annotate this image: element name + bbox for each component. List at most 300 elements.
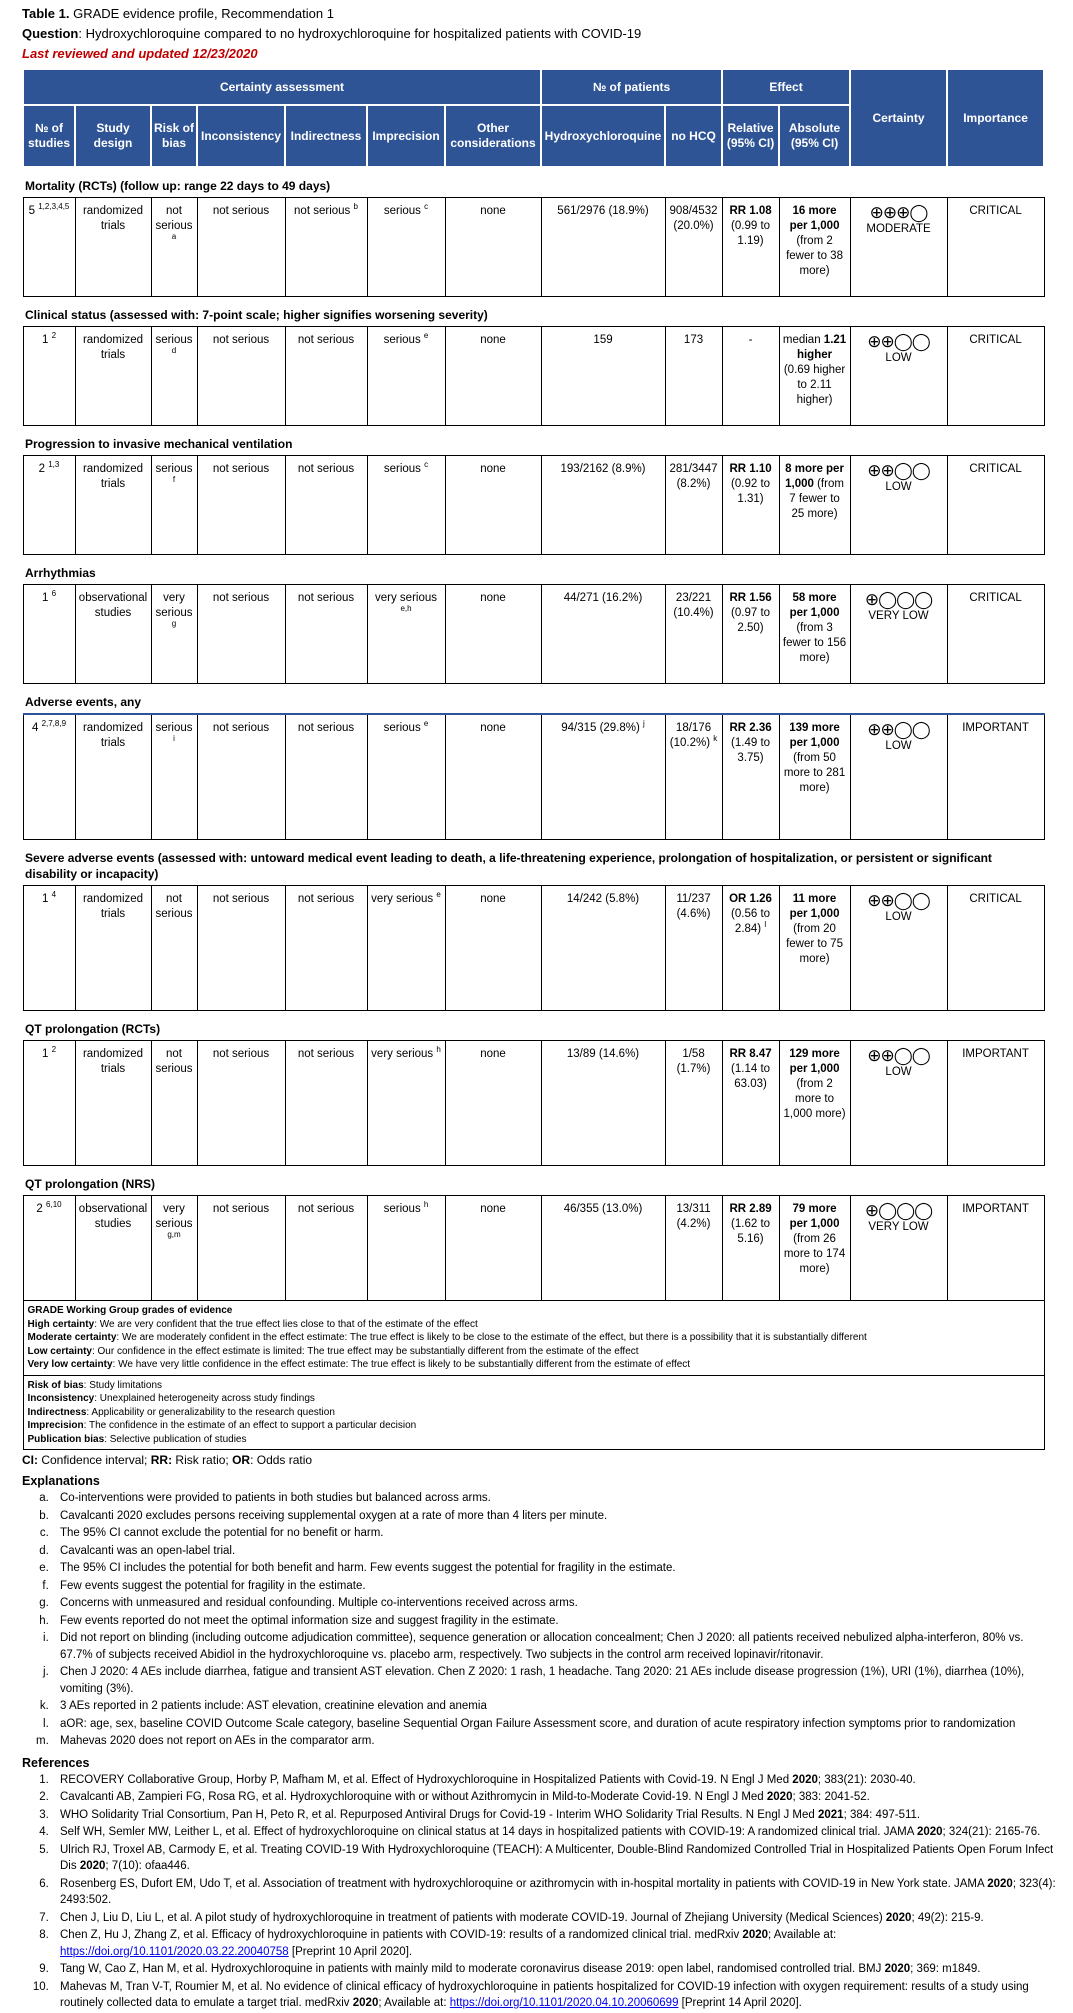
reference-citation: Tang W, Cao Z, Han M, et al. Hydroxychloroquine in patients with mainly mild to moderate coronavirus disease 2019: open label, randomised controlled trial. BMJ [60, 1963, 885, 1975]
studies-count: 1 [41, 893, 49, 905]
studies-cell [23, 198, 75, 297]
studies-count: 4 [31, 722, 39, 734]
legend-text: : Applicability or generalizability to the research question [86, 1406, 335, 1418]
relative-estimate: RR 1.08 [729, 205, 772, 217]
reference-year: 2020 [352, 1997, 379, 2009]
explanation-item: e. The 95% CI includes the potential for both benefit and harm. Few events suggest the potential for fragility in the estimate. [52, 1560, 1059, 1577]
legend-text: : The confidence in the estimate of an effect to support a particular decision [83, 1420, 417, 1431]
header-hydroxychloroquine: Hydroxychloroquine [541, 105, 665, 167]
imprecision-cell [367, 198, 445, 297]
absolute-effect-cell [779, 714, 850, 840]
outcome-title: Adverse events, any [25, 695, 142, 709]
relative-estimate: RR 1.10 [729, 463, 772, 475]
no-hcq-cell [665, 1041, 722, 1166]
indirectness-cell [285, 456, 367, 555]
hcq-cell [541, 1041, 665, 1166]
studies-count: 1 [41, 592, 49, 604]
grade-legend-title: GRADE Working Group grades of evidence [27, 1305, 233, 1316]
legend-term: Imprecision [27, 1420, 84, 1431]
outcome-title: Clinical status (assessed with: 7-point scale; higher signifies worsening severity) [25, 308, 488, 322]
importance-cell: CRITICAL [947, 886, 1044, 1011]
explanation-item: c. The 95% CI cannot exclude the potential for no benefit or harm. [52, 1525, 1059, 1542]
certainty-cell [850, 886, 947, 1011]
inconsistency-cell-value: not serious [212, 463, 270, 475]
legend-text: : Our confidence in the effect estimate is limited: The true effect may be substantially different from the estimate of the effect [91, 1345, 639, 1357]
risk-of-bias-value: serious [155, 334, 193, 346]
domain-legend-item [28, 1406, 1040, 1420]
hcq-cell [541, 714, 665, 840]
reference-details: ; 7(10): ofaa446. [105, 1860, 190, 1872]
reference-citation: Chen Z, Hu J, Zhang Z, et al. Efficacy of hydroxychloroquine in patients with COVID-19: results of a randomized clinical trial. medRxiv [60, 1929, 743, 1941]
legend-text: : Study limitations [83, 1379, 163, 1391]
absolute-ci: (from 7 fewer to 25 more) [789, 478, 844, 520]
legend-body [23, 1301, 1044, 1450]
study-design-cell: observational studies [75, 1196, 151, 1301]
grade-legend-item [28, 1331, 1040, 1345]
studies-cell [23, 886, 75, 1011]
outcome-title-row [23, 1011, 1044, 1041]
reference-markers: 1,2,3,4,5 [38, 202, 70, 212]
indirectness-cell-value: not serious [297, 334, 355, 346]
legend-term: Low certainty [27, 1345, 92, 1357]
hcq-cell [541, 1196, 665, 1301]
legend-text: : Unexplained heterogeneity across study findings [94, 1393, 315, 1404]
reference-markers: 1,3 [48, 460, 60, 470]
header-relative: Relative (95% CI) [722, 105, 779, 167]
certainty-cell [850, 1041, 947, 1166]
risk-of-bias-cell [151, 886, 197, 1011]
outcome-title: Arrhythmias [25, 566, 96, 580]
hcq-cell-value: 46/355 (13.0%) [563, 1203, 643, 1215]
absolute-effect-cell [779, 1196, 850, 1301]
reference-item [52, 1979, 1059, 2012]
reference-citation: Rosenberg ES, Dufort EM, Udo T, et al. Association of treatment with hydroxychloroquine or azithromycin with in-hospital mortality in patients with COVID-19 in New York state. JAMA [60, 1877, 988, 1890]
domain-legend-item [28, 1419, 1040, 1433]
absolute-prefix: median [782, 334, 824, 346]
other-considerations-cell: none [445, 456, 541, 555]
reference-year: 2020 [742, 1929, 769, 1941]
study-design-cell: randomized trials [75, 1041, 151, 1166]
abbrev-text: Risk ratio; [172, 1453, 233, 1467]
other-considerations-cell: none [445, 1196, 541, 1301]
outcome-title-row [23, 167, 1044, 198]
explanations-heading: Explanations [22, 1474, 100, 1488]
absolute-ci: (from 2 fewer to 38 more) [786, 235, 843, 277]
domain-legend-item [28, 1379, 1040, 1393]
reference-year: 2020 [766, 1791, 793, 1803]
certainty-label: VERY LOW [868, 610, 929, 622]
explanation-item: d. Cavalcanti was an open-label trial. [52, 1543, 1059, 1560]
risk-of-bias-value: not serious [155, 1048, 193, 1075]
legend-text: : We are very confident that the true effect lies close to that of the estimate of the effect [94, 1318, 478, 1330]
indirectness-cell-value: not serious [297, 722, 355, 734]
absolute-effect-cell [779, 1041, 850, 1166]
header-indirectness: Indirectness [285, 105, 367, 167]
grade-legend-item [28, 1318, 1040, 1332]
outcome-title-row [23, 426, 1044, 456]
abbrev-term: CI: [22, 1453, 38, 1467]
certainty-label: MODERATE [866, 223, 931, 235]
legend-term: Very low certainty [27, 1359, 113, 1370]
certainty-label: LOW [885, 352, 912, 364]
absolute-ci: (from 20 fewer to 75 more) [786, 923, 843, 965]
abbrev-term: OR [232, 1453, 251, 1467]
inconsistency-cell [197, 585, 285, 684]
other-considerations-cell: none [445, 886, 541, 1011]
table-caption [22, 4, 1059, 24]
relative-effect-cell [722, 886, 779, 1011]
footnote-marker: k [713, 734, 718, 744]
other-considerations-cell: none [445, 1041, 541, 1166]
absolute-effect-cell [779, 886, 850, 1011]
no-hcq-cell [665, 1196, 722, 1301]
studies-count: 2 [38, 463, 46, 475]
footnote-marker: e [423, 331, 429, 341]
header-number-of-patients: № of patients [541, 69, 722, 105]
reference-markers: 2,7,8,9 [41, 719, 67, 729]
reference-year: 2020 [987, 1877, 1013, 1890]
certainty-rating-icon: ⊕⊕◯◯ [867, 720, 930, 739]
other-considerations-cell: none [445, 714, 541, 840]
explanation-item: g. Concerns with unmeasured and residual confounding. Multiple co-interventions received across arms. [52, 1595, 1059, 1612]
last-updated-note: Last reviewed and updated 12/23/2020 [22, 46, 258, 61]
legend-term: High certainty [27, 1318, 95, 1330]
footnote-marker: l [764, 920, 767, 930]
reference-citation: Self WH, Semler MW, Leither L, et al. Effect of hydroxychloroquine on clinical status at 14 days in hospitalized patients with COVID-19: A randomized clinical trial. JAMA [60, 1826, 917, 1838]
no-hcq-cell-value: 281/3447 (8.2%) [669, 463, 718, 490]
no-hcq-cell [665, 886, 722, 1011]
footnote-marker: e,h [400, 604, 412, 614]
risk-of-bias-value: not serious [155, 893, 193, 920]
certainty-rating-icon: ⊕⊕◯◯ [867, 332, 930, 351]
explanation-item: k. 3 AEs reported in 2 patients include: AST elevation, creatinine elevation and anemia [52, 1698, 1059, 1715]
relative-ci: (0.92 to 1.31) [731, 478, 771, 505]
header-study-design: Study design [75, 105, 151, 167]
reference-year: 2020 [884, 1963, 911, 1975]
question-text: : Hydroxychloroquine compared to no hydroxychloroquine for hospitalized patients with COVID-19 [78, 26, 642, 41]
outcome-title-row [23, 840, 1044, 886]
risk-of-bias-value: serious [155, 463, 193, 475]
imprecision-cell-value: serious [383, 722, 421, 734]
indirectness-cell-value: not serious [297, 1203, 355, 1215]
reference-citation: Cavalcanti AB, Zampieri FG, Rosa RG, et al. Hydroxychloroquine with or without Azithromycin in Mild-to-Moderate Covid-19. N Engl J Med [60, 1791, 767, 1803]
no-hcq-cell [665, 327, 722, 426]
imprecision-cell [367, 585, 445, 684]
study-design-cell: randomized trials [75, 886, 151, 1011]
reference-details: ; 384: 497-511. [843, 1808, 921, 1821]
table-row [23, 585, 1044, 684]
footnote-marker: a [171, 232, 177, 242]
outcome-title-row [23, 297, 1044, 327]
studies-cell [23, 1041, 75, 1166]
relative-effect-cell [722, 1041, 779, 1166]
abbrev-text: : Odds ratio [250, 1453, 313, 1467]
domain-legend [23, 1375, 1044, 1450]
hcq-cell [541, 886, 665, 1011]
risk-of-bias-value: serious [155, 722, 193, 734]
imprecision-cell [367, 714, 445, 840]
risk-of-bias-cell [151, 714, 197, 840]
absolute-estimate: 1.21 higher [796, 334, 847, 361]
reference-item [52, 1772, 1059, 1789]
inconsistency-cell [197, 456, 285, 555]
grade-legend-item [28, 1358, 1040, 1372]
relative-ci: - [748, 334, 753, 346]
no-hcq-cell-value: 11/237 (4.6%) [676, 893, 711, 920]
table-row [23, 886, 1044, 1011]
no-hcq-cell-value: 23/221 (10.4%) [673, 592, 714, 619]
indirectness-cell-value: not serious [297, 592, 355, 604]
reference-year: 2020 [916, 1826, 943, 1838]
header-certainty: Certainty [850, 69, 947, 167]
header-other-considerations: Other considerations [445, 105, 541, 167]
references-heading: References [22, 1755, 90, 1770]
indirectness-cell [285, 198, 367, 297]
footnote-marker: i [173, 734, 175, 744]
relative-ci: (1.14 to 63.03) [731, 1063, 771, 1090]
doi-link[interactable]: https://doi.org/10.1101/2020.03.22.20040758 [60, 1945, 289, 1958]
other-considerations-cell: none [445, 585, 541, 684]
explanation-item: h. Few events reported do not meet the optimal information size and suggest fragility in the estimate. [52, 1613, 1059, 1630]
hcq-cell-value: 14/242 (5.8%) [566, 893, 640, 905]
reference-markers: 4 [51, 890, 57, 900]
table-row [23, 327, 1044, 426]
indirectness-cell [285, 327, 367, 426]
importance-cell: CRITICAL [947, 198, 1044, 297]
study-design-cell: randomized trials [75, 714, 151, 840]
footnote-marker: e [423, 719, 429, 729]
footnote-marker: c [424, 202, 429, 212]
reference-citation: RECOVERY Collaborative Group, Horby P, Mafham M, et al. Effect of Hydroxychloroquine in Hospitalized Patients with Covid-19. N Engl J Med [60, 1773, 793, 1786]
absolute-effect-cell [779, 198, 850, 297]
header-studies: № of studies [23, 105, 75, 167]
outcome-title-row [23, 684, 1044, 715]
reference-note: [Preprint 10 April 2020]. [288, 1945, 413, 1958]
relative-effect-cell [722, 585, 779, 684]
explanation-item: f. Few events suggest the potential for fragility in the estimate. [52, 1578, 1059, 1595]
domain-legend-item [28, 1433, 1040, 1447]
table-row [23, 198, 1044, 297]
certainty-label: LOW [885, 481, 912, 493]
legend-text: : We have very little confidence in the effect estimate: The true effect is likely to be substantially different from the estimate of effect [112, 1359, 691, 1370]
domain-legend-item [28, 1392, 1040, 1406]
risk-of-bias-cell [151, 327, 197, 426]
absolute-estimate: 8 more per 1,000 [785, 463, 844, 490]
table-row [23, 1196, 1044, 1301]
header-imprecision: Imprecision [367, 105, 445, 167]
certainty-rating-icon: ⊕⊕◯◯ [867, 1046, 930, 1065]
hcq-cell [541, 585, 665, 684]
risk-of-bias-cell [151, 456, 197, 555]
explanations-list [22, 1490, 1059, 1750]
importance-cell: CRITICAL [947, 585, 1044, 684]
other-considerations-cell: none [445, 198, 541, 297]
reference-year: 2020 [885, 1911, 912, 1924]
risk-of-bias-value: very serious [155, 1203, 193, 1230]
studies-count: 5 [28, 205, 36, 217]
indirectness-cell [285, 1041, 367, 1166]
no-hcq-cell-value: 13/311 (4.2%) [676, 1203, 711, 1230]
references-list [22, 1772, 1059, 2012]
imprecision-cell [367, 327, 445, 426]
reference-citation: WHO Solidarity Trial Consortium, Pan H, Peto R, et al. Repurposed Antiviral Drugs for Covid-19 - Interim WHO Solidarity Trial Results. N Engl J Med [60, 1808, 818, 1821]
reference-year: 2020 [79, 1860, 106, 1872]
studies-cell [23, 585, 75, 684]
footnote-marker: g,m [167, 1230, 181, 1240]
legend-term: Risk of bias [27, 1379, 84, 1391]
risk-of-bias-cell [151, 1196, 197, 1301]
indirectness-cell-value: not serious [297, 1048, 355, 1060]
certainty-cell [850, 198, 947, 297]
certainty-rating-icon: ⊕⊕◯◯ [867, 461, 930, 480]
risk-of-bias-value: not serious [155, 205, 193, 232]
legend-text: : We are moderately confident in the effect estimate: The true effect is likely to be close to the estimate of the effect, but there is a possibility that it is substantially different [116, 1332, 867, 1343]
imprecision-cell-value: serious [383, 1203, 421, 1215]
reference-markers: 2 [51, 331, 57, 341]
table-row [23, 456, 1044, 555]
table-label: Table 1. [22, 6, 70, 21]
header-effect: Effect [722, 69, 850, 105]
doi-link[interactable]: https://doi.org/10.1101/2020.04.10.20060699 [449, 1997, 679, 2009]
inconsistency-cell-value: not serious [212, 1203, 270, 1215]
inconsistency-cell-value: not serious [212, 334, 270, 346]
footnote-marker: h [436, 1045, 441, 1055]
abbreviations [22, 1452, 1059, 1468]
reference-details: ; 49(2): 215-9. [911, 1911, 984, 1924]
relative-effect-cell [722, 327, 779, 426]
inconsistency-cell [197, 327, 285, 426]
no-hcq-cell-value: 173 [683, 334, 704, 346]
certainty-rating-icon: ⊕⊕◯◯ [867, 891, 930, 910]
indirectness-cell [285, 585, 367, 684]
reference-note: [Preprint 14 April 2020]. [678, 1997, 802, 2009]
risk-of-bias-cell [151, 585, 197, 684]
relative-estimate: RR 1.56 [729, 592, 772, 604]
footnote-marker: c [424, 460, 429, 470]
inconsistency-cell [197, 886, 285, 1011]
no-hcq-cell [665, 198, 722, 297]
reference-markers: 2 [51, 1045, 57, 1055]
importance-cell: IMPORTANT [947, 1041, 1044, 1166]
imprecision-cell-value: very serious [371, 893, 434, 905]
indirectness-cell-value: not serious [297, 463, 355, 475]
studies-cell [23, 456, 75, 555]
relative-estimate: OR 1.26 [729, 893, 772, 905]
inconsistency-cell-value: not serious [212, 893, 270, 905]
importance-cell: CRITICAL [947, 456, 1044, 555]
certainty-label: LOW [885, 740, 912, 752]
table-row [23, 714, 1044, 840]
reference-details: ; 369: m1849. [910, 1963, 981, 1975]
certainty-cell [850, 1196, 947, 1301]
abbrev-text: Confidence interval; [38, 1453, 151, 1467]
absolute-estimate: 11 more per 1,000 [789, 893, 840, 920]
header-risk-of-bias: Risk of bias [151, 105, 197, 167]
reference-details: ; 383(21): 2030-40. [817, 1773, 916, 1786]
inconsistency-cell-value: not serious [212, 722, 270, 734]
outcome-title-row [23, 555, 1044, 585]
certainty-cell [850, 714, 947, 840]
footnote-marker: h [423, 1200, 429, 1210]
legend-term: Publication bias [27, 1433, 105, 1445]
reference-item [52, 1842, 1059, 1875]
table-title: GRADE evidence profile, Recommendation 1 [73, 6, 334, 21]
studies-cell [23, 327, 75, 426]
imprecision-cell [367, 886, 445, 1011]
imprecision-cell-value: serious [383, 463, 421, 475]
explanation-item: b. Cavalcanti 2020 excludes persons receiving supplemental oxygen at a rate of more than 4 liters per minute. [52, 1508, 1059, 1525]
footnote-marker: g [171, 619, 177, 629]
absolute-estimate: 58 more per 1,000 [789, 592, 840, 619]
reference-markers: 6 [51, 589, 57, 599]
indirectness-cell [285, 886, 367, 1011]
study-design-cell: randomized trials [75, 327, 151, 426]
risk-of-bias-cell [151, 1041, 197, 1166]
imprecision-cell-value: serious [383, 205, 421, 217]
hcq-cell [541, 198, 665, 297]
certainty-rating-icon: ⊕◯◯◯ [864, 1201, 933, 1220]
reference-item [52, 1876, 1059, 1909]
hcq-cell-value: 193/2162 (8.9%) [560, 463, 646, 475]
outcome-title: Severe adverse events (assessed with: untoward medical event leading to death, a life-threatening experience, prolongation of hospitalization, or persistent or significant disability or incapacity) [25, 851, 992, 881]
legend-term: Moderate certainty [27, 1332, 117, 1343]
reference-item [52, 1807, 1059, 1824]
reference-details: ; 383: 2041-52. [792, 1791, 870, 1803]
certainty-cell [850, 456, 947, 555]
explanation-item: l. aOR: age, sex, baseline COVID Outcome Scale category, baseline Sequential Organ Failure Assessment score, and duration of acute respiratory infection symptoms prior to randomization [52, 1716, 1059, 1733]
hcq-cell-value: 13/89 (14.6%) [566, 1048, 640, 1060]
header-no-hcq: no HCQ [665, 105, 722, 167]
reference-item [52, 1824, 1059, 1841]
abbrev-term: RR: [150, 1453, 173, 1467]
certainty-label: VERY LOW [868, 1221, 929, 1233]
imprecision-cell [367, 456, 445, 555]
hcq-cell-value: 561/2976 (18.9%) [557, 205, 649, 217]
absolute-ci: (from 26 more to 174 more) [783, 1233, 846, 1275]
explanation-item: i. Did not report on blinding (including outcome adjudication committee), sequence generation or allocation concealment; Chen J 2020: all patients received nebulized alpha-interferon, 80% vs. 67.7% of subjects received Abidiol in the hydroxychloroquine vs. placebo arm, respectively. Two subjects in the control arm received lopinavir/ritonavir. [52, 1630, 1059, 1663]
studies-count: 1 [41, 1048, 49, 1060]
relative-estimate: RR 8.47 [729, 1048, 772, 1060]
certainty-rating-icon: ⊕◯◯◯ [864, 590, 933, 609]
certainty-cell [850, 327, 947, 426]
reference-details: ; Available at: [378, 1997, 450, 2009]
absolute-ci: (0.69 higher to 2.11 higher) [783, 364, 846, 406]
reference-citation: Chen J, Liu D, Liu L, et al. A pilot study of hydroxychloroquine in treatment of patients with moderate COVID-19. Journal of Zhejiang University (Medical Sciences) [60, 1911, 886, 1924]
footnote-marker: e [436, 890, 441, 900]
indirectness-cell-value: not serious [294, 205, 351, 217]
footnote-marker: j [643, 719, 645, 729]
grade-legend-item [28, 1345, 1040, 1359]
legend-term: Indirectness [27, 1406, 87, 1418]
grade-legend [23, 1301, 1044, 1376]
outcome-title: QT prolongation (RCTs) [25, 1022, 161, 1036]
relative-effect-cell [722, 198, 779, 297]
risk-of-bias-value: very serious [155, 592, 193, 619]
other-considerations-cell: none [445, 327, 541, 426]
absolute-ci: (from 50 more to 281 more) [783, 752, 846, 794]
studies-count: 1 [41, 334, 49, 346]
certainty-label: LOW [885, 911, 912, 923]
explanation-item: m. Mahevas 2020 does not report on AEs in the comparator arm. [52, 1733, 1059, 1750]
reference-item [52, 1789, 1059, 1806]
reference-citation: Ulrich RJ, Troxel AB, Carmody E, et al. Treating COVID-19 With Hydroxychloroquine (TEACH): A Multicenter, Double-Blind Randomized Controlled Trial in Hospitalized Patients Open Forum Infect Dis [60, 1843, 1054, 1872]
footnote-marker: f [172, 475, 176, 485]
relative-effect-cell [722, 1196, 779, 1301]
absolute-estimate: 79 more per 1,000 [789, 1203, 840, 1230]
header-inconsistency: Inconsistency [197, 105, 285, 167]
reference-markers: 6,10 [46, 1200, 62, 1210]
hcq-cell [541, 456, 665, 555]
